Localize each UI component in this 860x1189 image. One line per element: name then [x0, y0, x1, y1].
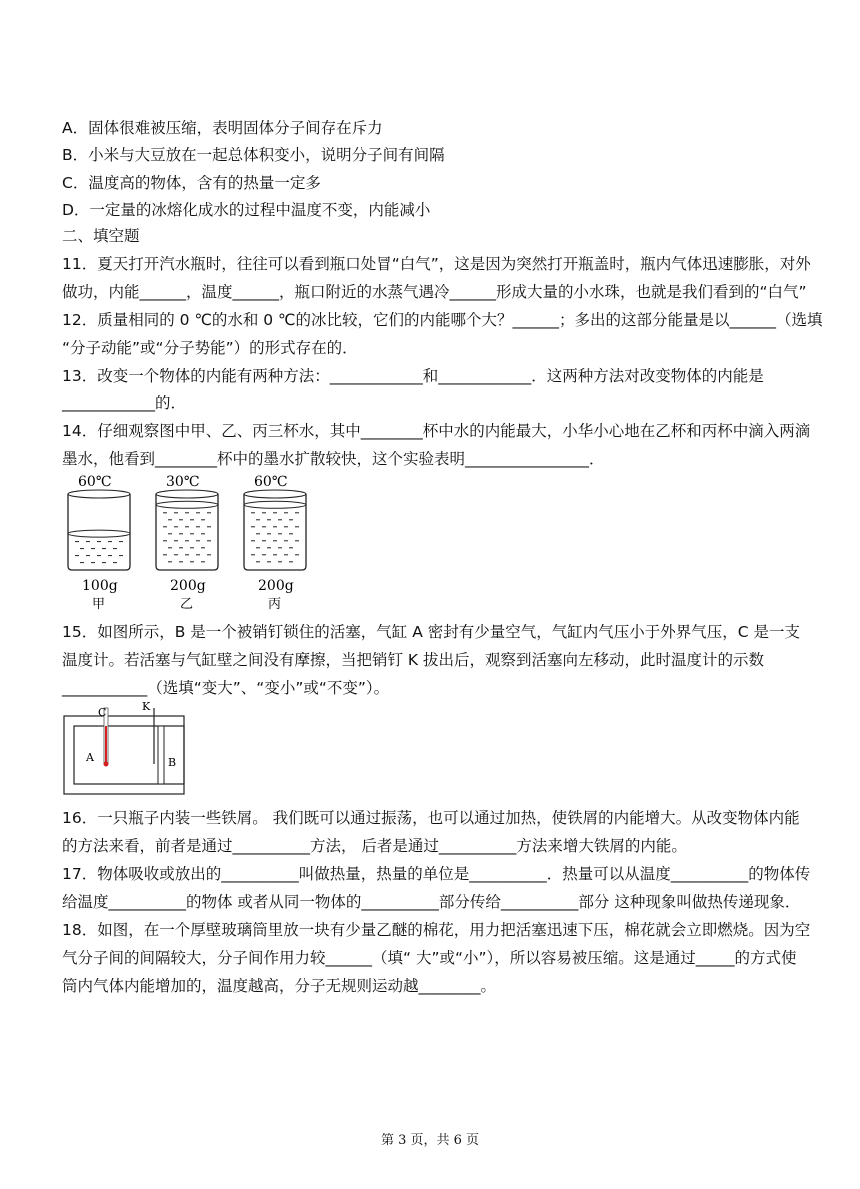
beaker — [244, 474, 306, 612]
piston — [158, 726, 164, 784]
beaker-mass: 200g — [258, 578, 294, 594]
question-12-line-2: “分子动能”或“分子势能”）的形式存在的． — [62, 339, 358, 357]
beaker-rim — [156, 490, 218, 498]
beaker-mass: 200g — [170, 578, 206, 594]
question-11-line-1: 11．夏天打开汽水瓶时，往往可以看到瓶口处冒“白气”，这是因为突然打开瓶盖时，瓶内气体迅速膨胀，对外 — [62, 255, 811, 273]
beaker-outline — [244, 494, 306, 570]
question-15-line-2: 温度计。若活塞与气缸壁之间没有摩擦，当把销钉 K 拔出后，观察到活塞向左移动，此时温度计的示数 — [62, 651, 765, 669]
beaker-rim — [68, 490, 130, 498]
water-surface — [244, 501, 306, 508]
question-13-line-1: 13．改变一个物体的内能有两种方法：____________和____________．这两种方法对改变物体的内能是 — [62, 367, 764, 385]
beaker-temp: 30℃ — [166, 474, 200, 490]
question-11-line-2: 做功，内能______，温度______，瓶口附近的水蒸气遇冷______形成大量的小水珠，也就是我们看到的“白气” — [62, 283, 807, 301]
label-k: K — [142, 700, 151, 713]
beaker-temp: 60℃ — [254, 474, 288, 490]
question-14-line-2: 墨水，他看到________杯中的墨水扩散较快，这个实验表明________________． — [62, 450, 605, 468]
question-17-line-2: 给温度__________的物体 或者从同一物体的__________部分传给__________部分 这种现象叫做热传递现象． — [62, 893, 801, 911]
question-17-line-1: 17．物体吸收或放出的__________叫做热量，热量的单位是__________．热量可以从温度__________的物体传 — [62, 865, 811, 883]
label-a: A — [86, 751, 94, 764]
question-18-line-1: 18．如图，在一个厚壁玻璃筒里放一块有少量乙醚的棉花，用力把活塞迅速下压，棉花就会立即燃烧。因为空 — [62, 921, 811, 939]
question-18-line-3: 筒内气体内能增加的，温度越高，分子无规则运动越________。 — [62, 977, 497, 995]
beakers-figure — [58, 470, 308, 618]
beaker-outline — [68, 494, 130, 570]
water-surface — [156, 501, 218, 508]
option-c: C．温度高的物体，含有的热量一定多 — [62, 174, 321, 192]
question-15-line-3: ___________（选填“变大”、“变小”或“不变”）。 — [62, 679, 390, 697]
beaker-name: 丙 — [268, 597, 282, 612]
question-12-line-1: 12．质量相同的 0 ℃的水和 0 ℃的冰比较，它们的内能哪个大？______；多出的这部分能量是以______（选填 — [62, 311, 823, 329]
option-b: B．小米与大豆放在一起总体积变小，说明分子间有间隔 — [62, 146, 445, 164]
page-footer: 第 3 页，共 6 页 — [380, 1133, 480, 1148]
water-surface — [68, 530, 130, 537]
option-a: A．固体很难被压缩，表明固体分子间存在斥力 — [62, 119, 383, 137]
beaker — [68, 474, 130, 612]
beaker-rim — [244, 490, 306, 498]
cylinder-figure — [62, 698, 187, 798]
beaker-name: 乙 — [180, 597, 194, 612]
beaker-name: 甲 — [92, 597, 106, 612]
question-16-line-2: 的方法来看，前者是通过__________方法， 后者是通过__________方法来增大铁屑的内能。 — [62, 837, 687, 855]
question-15-line-1: 15．如图所示，B 是一个被销钉锁住的活塞，气缸 A 密封有少量空气，气缸内气压小于外界气压，C 是一支 — [62, 623, 800, 641]
question-16-line-1: 16．一只瓶子内装一些铁屑。 我们既可以通过振荡，也可以通过加热，使铁屑的内能增大。从改变物体内能 — [62, 809, 800, 827]
question-18-line-2: 气分子间的间隔较大，分子间作用力较______（填“ 大”或“小”），所以容易被压缩。这是通过_____的方式使 — [62, 949, 797, 967]
label-c: C — [98, 706, 107, 719]
option-d: D．一定量的冰熔化成水的过程中温度不变，内能减小 — [62, 201, 431, 219]
beaker — [156, 474, 218, 612]
beaker-outline — [156, 494, 218, 570]
cylinder-outer — [64, 716, 184, 794]
thermometer-bulb — [104, 762, 109, 767]
beaker-temp: 60℃ — [78, 474, 112, 490]
question-13-line-2: ____________的． — [62, 394, 187, 412]
section-heading: 二、填空题 — [62, 227, 140, 245]
beaker-mass: 100g — [82, 578, 118, 594]
question-14-line-1: 14．仔细观察图中甲、乙、丙三杯水，其中________杯中水的内能最大，小华小心地在乙杯和丙杯中滴入两滴 — [62, 422, 811, 440]
label-b: B — [168, 756, 177, 769]
